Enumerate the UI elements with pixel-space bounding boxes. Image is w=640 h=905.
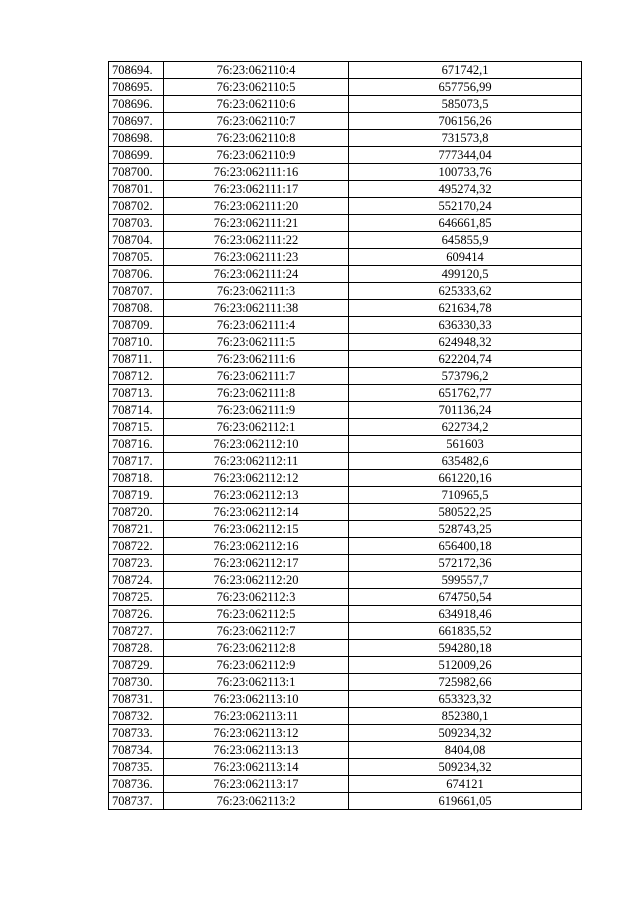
row-number: 708716.: [109, 436, 164, 453]
table-row: [109, 283, 582, 300]
table-row: [109, 249, 582, 266]
row-number: 708730.: [109, 674, 164, 691]
cadastral-number: 76:23:062111:23: [164, 249, 349, 266]
cadastral-value: 509234,32: [349, 725, 582, 742]
cadastral-number: 76:23:062113:11: [164, 708, 349, 725]
row-number: 708705.: [109, 249, 164, 266]
cadastral-value: 635482,6: [349, 453, 582, 470]
cadastral-value: 634918,46: [349, 606, 582, 623]
cadastral-value: 852380,1: [349, 708, 582, 725]
row-number: 708721.: [109, 521, 164, 538]
cadastral-number: 76:23:062112:5: [164, 606, 349, 623]
cadastral-value: 8404,08: [349, 742, 582, 759]
cadastral-number: 76:23:062111:5: [164, 334, 349, 351]
table-row: [109, 334, 582, 351]
row-number: 708711.: [109, 351, 164, 368]
cadastral-number: 76:23:062112:12: [164, 470, 349, 487]
cadastral-number: 76:23:062112:9: [164, 657, 349, 674]
row-number: 708732.: [109, 708, 164, 725]
cadastral-number: 76:23:062111:9: [164, 402, 349, 419]
cadastral-value: 625333,62: [349, 283, 582, 300]
row-number: 708710.: [109, 334, 164, 351]
cadastral-value: 499120,5: [349, 266, 582, 283]
row-number: 708723.: [109, 555, 164, 572]
table-row: [109, 538, 582, 555]
cadastral-value: 594280,18: [349, 640, 582, 657]
table-row: [109, 572, 582, 589]
table-row: [109, 555, 582, 572]
cadastral-number: 76:23:062113:13: [164, 742, 349, 759]
table-body: [109, 62, 582, 810]
table-row: [109, 79, 582, 96]
table-row: [109, 198, 582, 215]
cadastral-number: 76:23:062111:6: [164, 351, 349, 368]
cadastral-number: 76:23:062112:3: [164, 589, 349, 606]
cadastral-number: 76:23:062112:14: [164, 504, 349, 521]
cadastral-number: 76:23:062110:4: [164, 62, 349, 79]
cadastral-value: 580522,25: [349, 504, 582, 521]
row-number: 708725.: [109, 589, 164, 606]
table-row: [109, 776, 582, 793]
cadastral-number: 76:23:062111:22: [164, 232, 349, 249]
cadastral-value: 622734,2: [349, 419, 582, 436]
cadastral-value: 731573,8: [349, 130, 582, 147]
row-number: 708726.: [109, 606, 164, 623]
cadastral-value: 552170,24: [349, 198, 582, 215]
table-row: [109, 521, 582, 538]
row-number: 708707.: [109, 283, 164, 300]
table-row: [109, 691, 582, 708]
cadastral-number: 76:23:062111:21: [164, 215, 349, 232]
row-number: 708703.: [109, 215, 164, 232]
row-number: 708737.: [109, 793, 164, 810]
cadastral-number: 76:23:062111:20: [164, 198, 349, 215]
row-number: 708722.: [109, 538, 164, 555]
row-number: 708736.: [109, 776, 164, 793]
cadastral-value: 645855,9: [349, 232, 582, 249]
cadastral-number: 76:23:062112:11: [164, 453, 349, 470]
row-number: 708719.: [109, 487, 164, 504]
cadastral-number: 76:23:062112:10: [164, 436, 349, 453]
row-number: 708714.: [109, 402, 164, 419]
cadastral-value: 100733,76: [349, 164, 582, 181]
row-number: 708733.: [109, 725, 164, 742]
table-row: [109, 385, 582, 402]
table-row: [109, 759, 582, 776]
cadastral-value: 512009,26: [349, 657, 582, 674]
cadastral-number: 76:23:062113:14: [164, 759, 349, 776]
cadastral-number: 76:23:062111:3: [164, 283, 349, 300]
cadastral-number: 76:23:062110:5: [164, 79, 349, 96]
table-row: [109, 164, 582, 181]
table-row: [109, 266, 582, 283]
table-row: [109, 147, 582, 164]
row-number: 708708.: [109, 300, 164, 317]
table-row: [109, 232, 582, 249]
row-number: 708724.: [109, 572, 164, 589]
cadastral-number: 76:23:062112:7: [164, 623, 349, 640]
cadastral-number: 76:23:062111:24: [164, 266, 349, 283]
cadastral-value: 725982,66: [349, 674, 582, 691]
row-number: 708696.: [109, 96, 164, 113]
table-row: [109, 487, 582, 504]
cadastral-value: 622204,74: [349, 351, 582, 368]
cadastral-value: 651762,77: [349, 385, 582, 402]
table-row: [109, 62, 582, 79]
cadastral-number: 76:23:062110:9: [164, 147, 349, 164]
cadastral-number: 76:23:062110:7: [164, 113, 349, 130]
table-row: [109, 708, 582, 725]
table-row: [109, 470, 582, 487]
cadastral-value: 710965,5: [349, 487, 582, 504]
row-number: 708729.: [109, 657, 164, 674]
table-row: [109, 504, 582, 521]
cadastral-value: 528743,25: [349, 521, 582, 538]
row-number: 708702.: [109, 198, 164, 215]
table-row: [109, 317, 582, 334]
cadastral-value: 701136,24: [349, 402, 582, 419]
cadastral-value: 636330,33: [349, 317, 582, 334]
row-number: 708735.: [109, 759, 164, 776]
row-number: 708694.: [109, 62, 164, 79]
cadastral-value: 585073,5: [349, 96, 582, 113]
cadastral-number: 76:23:062112:16: [164, 538, 349, 555]
cadastral-number: 76:23:062111:4: [164, 317, 349, 334]
row-number: 708712.: [109, 368, 164, 385]
row-number: 708731.: [109, 691, 164, 708]
cadastral-value: 777344,04: [349, 147, 582, 164]
cadastral-value: 653323,32: [349, 691, 582, 708]
row-number: 708717.: [109, 453, 164, 470]
cadastral-number: 76:23:062112:17: [164, 555, 349, 572]
table-row: [109, 351, 582, 368]
table-row: [109, 742, 582, 759]
table-row: [109, 640, 582, 657]
cadastral-value: 646661,85: [349, 215, 582, 232]
row-number: 708695.: [109, 79, 164, 96]
cadastral-value: 599557,7: [349, 572, 582, 589]
table-row: [109, 657, 582, 674]
table-row: [109, 130, 582, 147]
cadastral-value: 706156,26: [349, 113, 582, 130]
cadastral-number: 76:23:062112:15: [164, 521, 349, 538]
cadastral-value: 509234,32: [349, 759, 582, 776]
row-number: 708734.: [109, 742, 164, 759]
cadastral-value: 656400,18: [349, 538, 582, 555]
cadastral-number: 76:23:062113:10: [164, 691, 349, 708]
row-number: 708706.: [109, 266, 164, 283]
cadastral-number: 76:23:062112:8: [164, 640, 349, 657]
row-number: 708699.: [109, 147, 164, 164]
cadastral-number: 76:23:062112:13: [164, 487, 349, 504]
row-number: 708715.: [109, 419, 164, 436]
table-row: [109, 606, 582, 623]
table-row: [109, 215, 582, 232]
cadastral-value: 674750,54: [349, 589, 582, 606]
row-number: 708701.: [109, 181, 164, 198]
cadastral-number: 76:23:062112:20: [164, 572, 349, 589]
table-row: [109, 623, 582, 640]
cadastral-number: 76:23:062111:16: [164, 164, 349, 181]
cadastral-value: 661835,52: [349, 623, 582, 640]
cadastral-value: 674121: [349, 776, 582, 793]
cadastral-number: 76:23:062113:2: [164, 793, 349, 810]
row-number: 708700.: [109, 164, 164, 181]
table-row: [109, 793, 582, 810]
table-row: [109, 402, 582, 419]
cadastral-number: 76:23:062111:7: [164, 368, 349, 385]
row-number: 708727.: [109, 623, 164, 640]
row-number: 708697.: [109, 113, 164, 130]
cadastral-value: 609414: [349, 249, 582, 266]
cadastral-number: 76:23:062113:17: [164, 776, 349, 793]
table-row: [109, 725, 582, 742]
cadastral-number: 76:23:062110:6: [164, 96, 349, 113]
row-number: 708698.: [109, 130, 164, 147]
table-row: [109, 453, 582, 470]
cadastral-value: 495274,32: [349, 181, 582, 198]
table-row: [109, 419, 582, 436]
table-row: [109, 300, 582, 317]
document-page: [108, 61, 582, 810]
cadastral-value: 619661,05: [349, 793, 582, 810]
table-row: [109, 181, 582, 198]
row-number: 708704.: [109, 232, 164, 249]
table-row: [109, 113, 582, 130]
cadastral-value: 624948,32: [349, 334, 582, 351]
table-row: [109, 674, 582, 691]
table-row: [109, 589, 582, 606]
cadastral-value: 561603: [349, 436, 582, 453]
cadastral-value: 572172,36: [349, 555, 582, 572]
cadastral-number: 76:23:062112:1: [164, 419, 349, 436]
row-number: 708718.: [109, 470, 164, 487]
table-row: [109, 96, 582, 113]
table-row: [109, 368, 582, 385]
cadastral-number: 76:23:062113:12: [164, 725, 349, 742]
cadastral-value: 657756,99: [349, 79, 582, 96]
row-number: 708728.: [109, 640, 164, 657]
cadastral-number: 76:23:062111:17: [164, 181, 349, 198]
cadastral-number: 76:23:062111:8: [164, 385, 349, 402]
row-number: 708709.: [109, 317, 164, 334]
cadastral-number: 76:23:062113:1: [164, 674, 349, 691]
cadastral-value: 661220,16: [349, 470, 582, 487]
cadastral-value: 573796,2: [349, 368, 582, 385]
table-row: [109, 436, 582, 453]
row-number: 708713.: [109, 385, 164, 402]
cadastral-value: 621634,78: [349, 300, 582, 317]
row-number: 708720.: [109, 504, 164, 521]
cadastral-value: 671742,1: [349, 62, 582, 79]
cadastral-number: 76:23:062111:38: [164, 300, 349, 317]
cadastral-value-table: [108, 61, 582, 810]
cadastral-number: 76:23:062110:8: [164, 130, 349, 147]
